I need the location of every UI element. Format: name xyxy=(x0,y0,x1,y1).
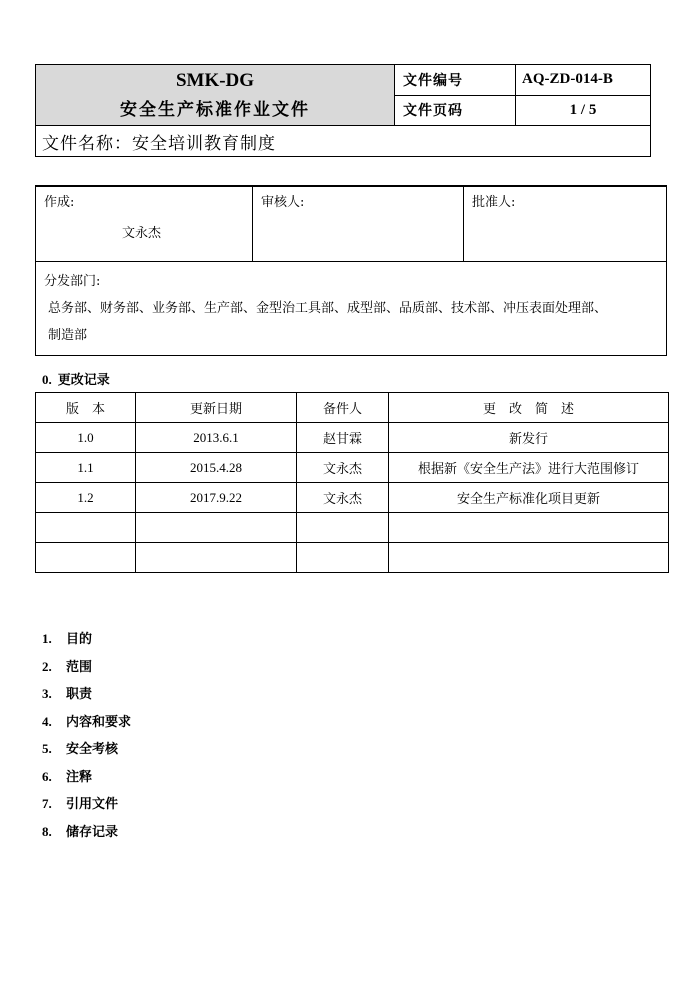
editor-cell xyxy=(297,513,389,543)
item-number: 7. xyxy=(42,796,52,811)
item-title: 范围 xyxy=(66,659,93,675)
list-item xyxy=(42,818,131,846)
item-title: 目的 xyxy=(66,632,93,647)
author-name: 文永杰 xyxy=(122,226,162,241)
reviewer-label: 审核人: xyxy=(261,195,305,210)
page-value: 1 / 5 xyxy=(516,95,651,126)
table-row xyxy=(36,513,669,543)
item-number: 4. xyxy=(42,713,52,729)
editor-cell xyxy=(297,543,389,573)
item-title: 引用文件 xyxy=(66,797,119,812)
summary-cell xyxy=(389,543,669,573)
version-cell: 1.1 xyxy=(36,453,136,483)
distribution-line1: 总务部、财务部、业务部、生产部、金型治工具部、成型部、品质部、技术部、冲压表面处理部、 xyxy=(48,301,608,316)
doc-number-label: 文件编号 xyxy=(395,65,516,96)
approval-table xyxy=(35,185,667,356)
item-title: 安全考核 xyxy=(66,742,119,757)
editor-cell: 赵甘霖 xyxy=(297,423,389,453)
distribution-cell xyxy=(36,262,667,356)
editor-cell: 文永杰 xyxy=(297,483,389,513)
table-row xyxy=(36,423,669,453)
table-row xyxy=(36,543,669,573)
item-title: 储存记录 xyxy=(66,824,119,840)
doc-number-value: AQ-ZD-014-B xyxy=(516,65,651,96)
summary-cell: 新发行 xyxy=(389,423,669,453)
summary-cell: 根据新《安全生产法》进行大范围修订 xyxy=(389,453,669,483)
list-item xyxy=(42,625,131,653)
list-item xyxy=(42,790,131,818)
header-summary: 更 改 简 述 xyxy=(389,393,669,423)
author-label: 作成: xyxy=(44,195,75,210)
approver-cell xyxy=(464,186,667,262)
version-cell: 1.2 xyxy=(36,483,136,513)
date-cell xyxy=(136,543,297,573)
contents-list xyxy=(42,625,131,845)
date-cell xyxy=(136,513,297,543)
document-header xyxy=(35,64,651,157)
item-title: 注释 xyxy=(66,769,93,785)
list-item xyxy=(42,653,131,681)
section-title: 更改记录 xyxy=(57,373,110,388)
section-number: 0. xyxy=(42,372,52,387)
item-number: 5. xyxy=(42,741,52,756)
header-editor: 备件人 xyxy=(297,393,389,423)
summary-cell xyxy=(389,513,669,543)
version-cell: 1.0 xyxy=(36,423,136,453)
change-log-heading xyxy=(42,369,110,388)
item-title: 内容和要求 xyxy=(66,714,132,730)
doc-name-value: 安全培训教育制度 xyxy=(132,133,276,154)
doc-name-row xyxy=(36,126,651,157)
header-date: 更新日期 xyxy=(136,393,297,423)
header-brand-cell xyxy=(36,65,395,126)
list-item xyxy=(42,735,131,763)
doc-name-label: 文件名称： xyxy=(42,133,132,154)
item-number: 8. xyxy=(42,823,52,839)
change-log-table xyxy=(35,392,669,573)
list-item xyxy=(42,708,131,736)
page-label: 文件页码 xyxy=(395,95,516,126)
table-header-row xyxy=(36,393,669,423)
date-cell: 2017.9.22 xyxy=(136,483,297,513)
company-code: SMK-DG xyxy=(175,70,255,91)
approver-label: 批准人: xyxy=(472,195,516,210)
item-number: 6. xyxy=(42,768,52,784)
version-cell xyxy=(36,513,136,543)
distribution-label: 分发部门: xyxy=(44,274,101,289)
editor-cell: 文永杰 xyxy=(297,453,389,483)
table-row xyxy=(36,453,669,483)
document-category: 安全生产标准作业文件 xyxy=(120,100,310,120)
table-row xyxy=(36,483,669,513)
version-cell xyxy=(36,543,136,573)
item-title: 职责 xyxy=(66,687,93,702)
list-item xyxy=(42,680,131,708)
author-cell xyxy=(36,186,253,262)
header-version: 版 本 xyxy=(36,393,136,423)
distribution-line2: 制造部 xyxy=(48,328,88,343)
item-number: 1. xyxy=(42,631,52,646)
list-item xyxy=(42,763,131,791)
date-cell: 2013.6.1 xyxy=(136,423,297,453)
reviewer-cell xyxy=(253,186,464,262)
item-number: 3. xyxy=(42,686,52,701)
date-cell: 2015.4.28 xyxy=(136,453,297,483)
item-number: 2. xyxy=(42,658,52,674)
summary-cell: 安全生产标准化项目更新 xyxy=(389,483,669,513)
